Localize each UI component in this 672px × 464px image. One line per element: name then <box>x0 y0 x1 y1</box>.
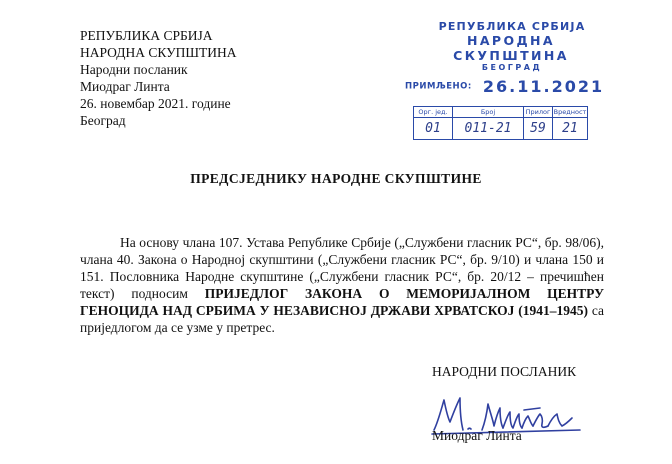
stamp-table-value-row <box>414 118 588 140</box>
received-stamp <box>405 20 605 136</box>
stamp-header-org-unit: Орг. јед. <box>414 107 453 118</box>
stamp-institution: НАРОДНА СКУПШТИНА <box>453 33 569 63</box>
sender-role: Народни посланик <box>80 62 188 77</box>
signer-name: Миодраг Линта <box>432 428 522 443</box>
stamp-received-label: ПРИМЉЕНО: <box>405 81 472 92</box>
stamp-table-header-row <box>414 107 588 118</box>
stamp-value-value: 21 <box>553 118 588 140</box>
sender-institution: НАРОДНА СКУПШТИНА <box>80 45 237 60</box>
stamp-header-number: Број <box>453 107 524 118</box>
sender-city: Београд <box>80 113 126 128</box>
sender-date: 26. новембар 2021. године <box>80 96 231 111</box>
sender-country: РЕПУБЛИКА СРБИЈА <box>80 28 213 43</box>
body-bill-title: ПРИЈЕДЛОГ ЗАКОНА О МЕМОРИЈАЛНОМ ЦЕНТРУ ГЕНОЦИДА НАД СРБИМА У НЕЗАВИСНОЈ ДРЖАВИ ХРВАТСКОЈ (1941–1945) <box>80 286 605 318</box>
stamp-received-date: 26.11.2021 <box>482 77 605 96</box>
stamp-registry-table <box>413 106 588 140</box>
addressee-heading: ПРЕДСЈЕДНИКУ НАРОДНЕ СКУПШТИНЕ <box>190 171 482 186</box>
sender-block <box>80 27 237 129</box>
signer-title: НАРОДНИ ПОСЛАНИК <box>432 364 577 379</box>
stamp-value-attachment: 59 <box>524 118 553 140</box>
stamp-header-attachment: Прилог <box>524 107 553 118</box>
stamp-value-org-unit: 01 <box>414 118 453 140</box>
stamp-received-row <box>405 76 605 96</box>
body-text-start: На основу члана 107. Устава Републике Србије („Службени гласник РС“, бр. 98/06), члана 40. Закона о Народној скупштини („Службени гласник РС“, бр. 9/10) и члана 150 и 151. Пословника Народне скупштине („Службени гласник РС“, бр. 20/12 – пречишћен текст) подносим <box>80 235 604 301</box>
body-text-end: са приједлогом да се узме у претрес. <box>80 303 604 335</box>
stamp-city: БЕОГРАД <box>481 63 543 72</box>
body-paragraph <box>80 234 604 336</box>
sender-name: Миодраг Линта <box>80 79 170 94</box>
stamp-value-number: 011-21 <box>453 118 524 140</box>
stamp-country: РЕПУБЛИКА СРБИЈА <box>438 20 586 33</box>
stamp-header-value: Вредност <box>553 108 587 116</box>
